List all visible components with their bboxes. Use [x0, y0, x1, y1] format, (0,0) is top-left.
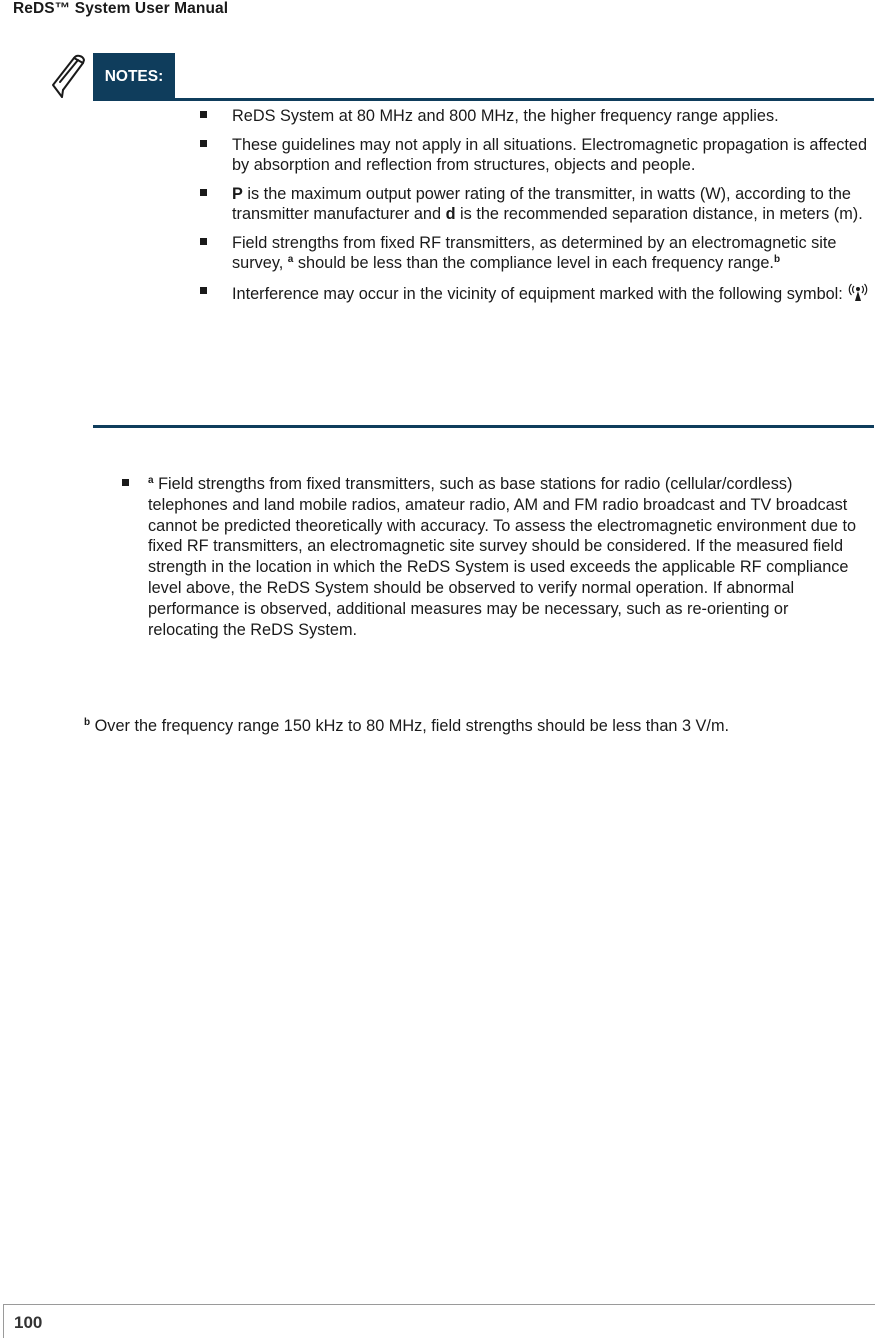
notes-label: NOTES:: [93, 53, 175, 100]
note-text: Interference may occur in the vicinity of equipment marked with the following symbol:: [232, 285, 848, 303]
list-item: [198, 135, 872, 175]
footnote-marker-b: b: [84, 717, 91, 728]
power-variable: P: [232, 185, 243, 203]
footnote-b-text: Over the frequency range 150 kHz to 80 MHz, field strengths should be less than 3 V/m.: [90, 717, 730, 735]
footnote-a-text: Field strengths from fixed transmitters, such as base stations for radio (cellular/cordless) telephones and land mobile radios, amateur radio, AM and FM radio broadcast and TV broadcast cannot be predicted theoretically with accuracy. To assess the electromagnetic environment due to fixed RF transmitters, an electromagnetic site survey should be considered. If the measured field strength in the location in which the ReDS System is used exceeds the applicable RF compliance level above, the ReDS System should be observed to verify normal operation. If abnormal performance is observed, additional measures may be necessary, such as re-orienting or relocating the ReDS System.: [148, 475, 857, 639]
bullet-icon: [200, 140, 207, 147]
non-ionizing-radiation-icon: [847, 282, 869, 302]
footnote-marker-a: a: [148, 475, 154, 486]
bullet-icon: [200, 287, 207, 294]
running-header: ReDS™ System User Manual: [13, 0, 229, 17]
note-text: Field strengths from fixed RF transmitters, as determined by an electromagnetic site survey,: [232, 234, 837, 272]
list-item: [198, 282, 872, 304]
note-text: These guidelines may not apply in all situations. Electromagnetic propagation is affected by absorption and reflection from structures, objects and people.: [232, 136, 868, 174]
footnote-b: [84, 713, 804, 740]
page-footer: [3, 1304, 875, 1338]
note-text: should be less than the compliance level in each frequency range.: [293, 254, 774, 272]
footnote-ref-b: b: [773, 254, 781, 265]
list-item: [198, 233, 872, 273]
distance-variable: d: [445, 205, 456, 223]
bullet-icon: [200, 111, 207, 118]
notes-top-rule: [93, 98, 874, 101]
list-item: [120, 474, 860, 640]
footnote-list: [120, 474, 860, 640]
bullet-icon: [122, 479, 129, 486]
bullet-icon: [200, 238, 207, 245]
notes-list: [198, 106, 872, 313]
note-text: is the recommended separation distance, in meters (m).: [455, 205, 863, 223]
list-item: [198, 106, 872, 126]
notes-bottom-rule: [93, 425, 874, 428]
page-number: 100: [14, 1313, 43, 1332]
list-item: [198, 184, 872, 224]
pencil-note-icon: [50, 52, 92, 100]
bullet-icon: [200, 189, 207, 196]
note-text: ReDS System at 80 MHz and 800 MHz, the higher frequency range applies.: [232, 107, 779, 125]
footnote-ref-a: a: [287, 254, 294, 265]
note-text: is the maximum output power rating of the transmitter, in watts (W), according to the transmitter manufacturer and: [232, 185, 851, 223]
